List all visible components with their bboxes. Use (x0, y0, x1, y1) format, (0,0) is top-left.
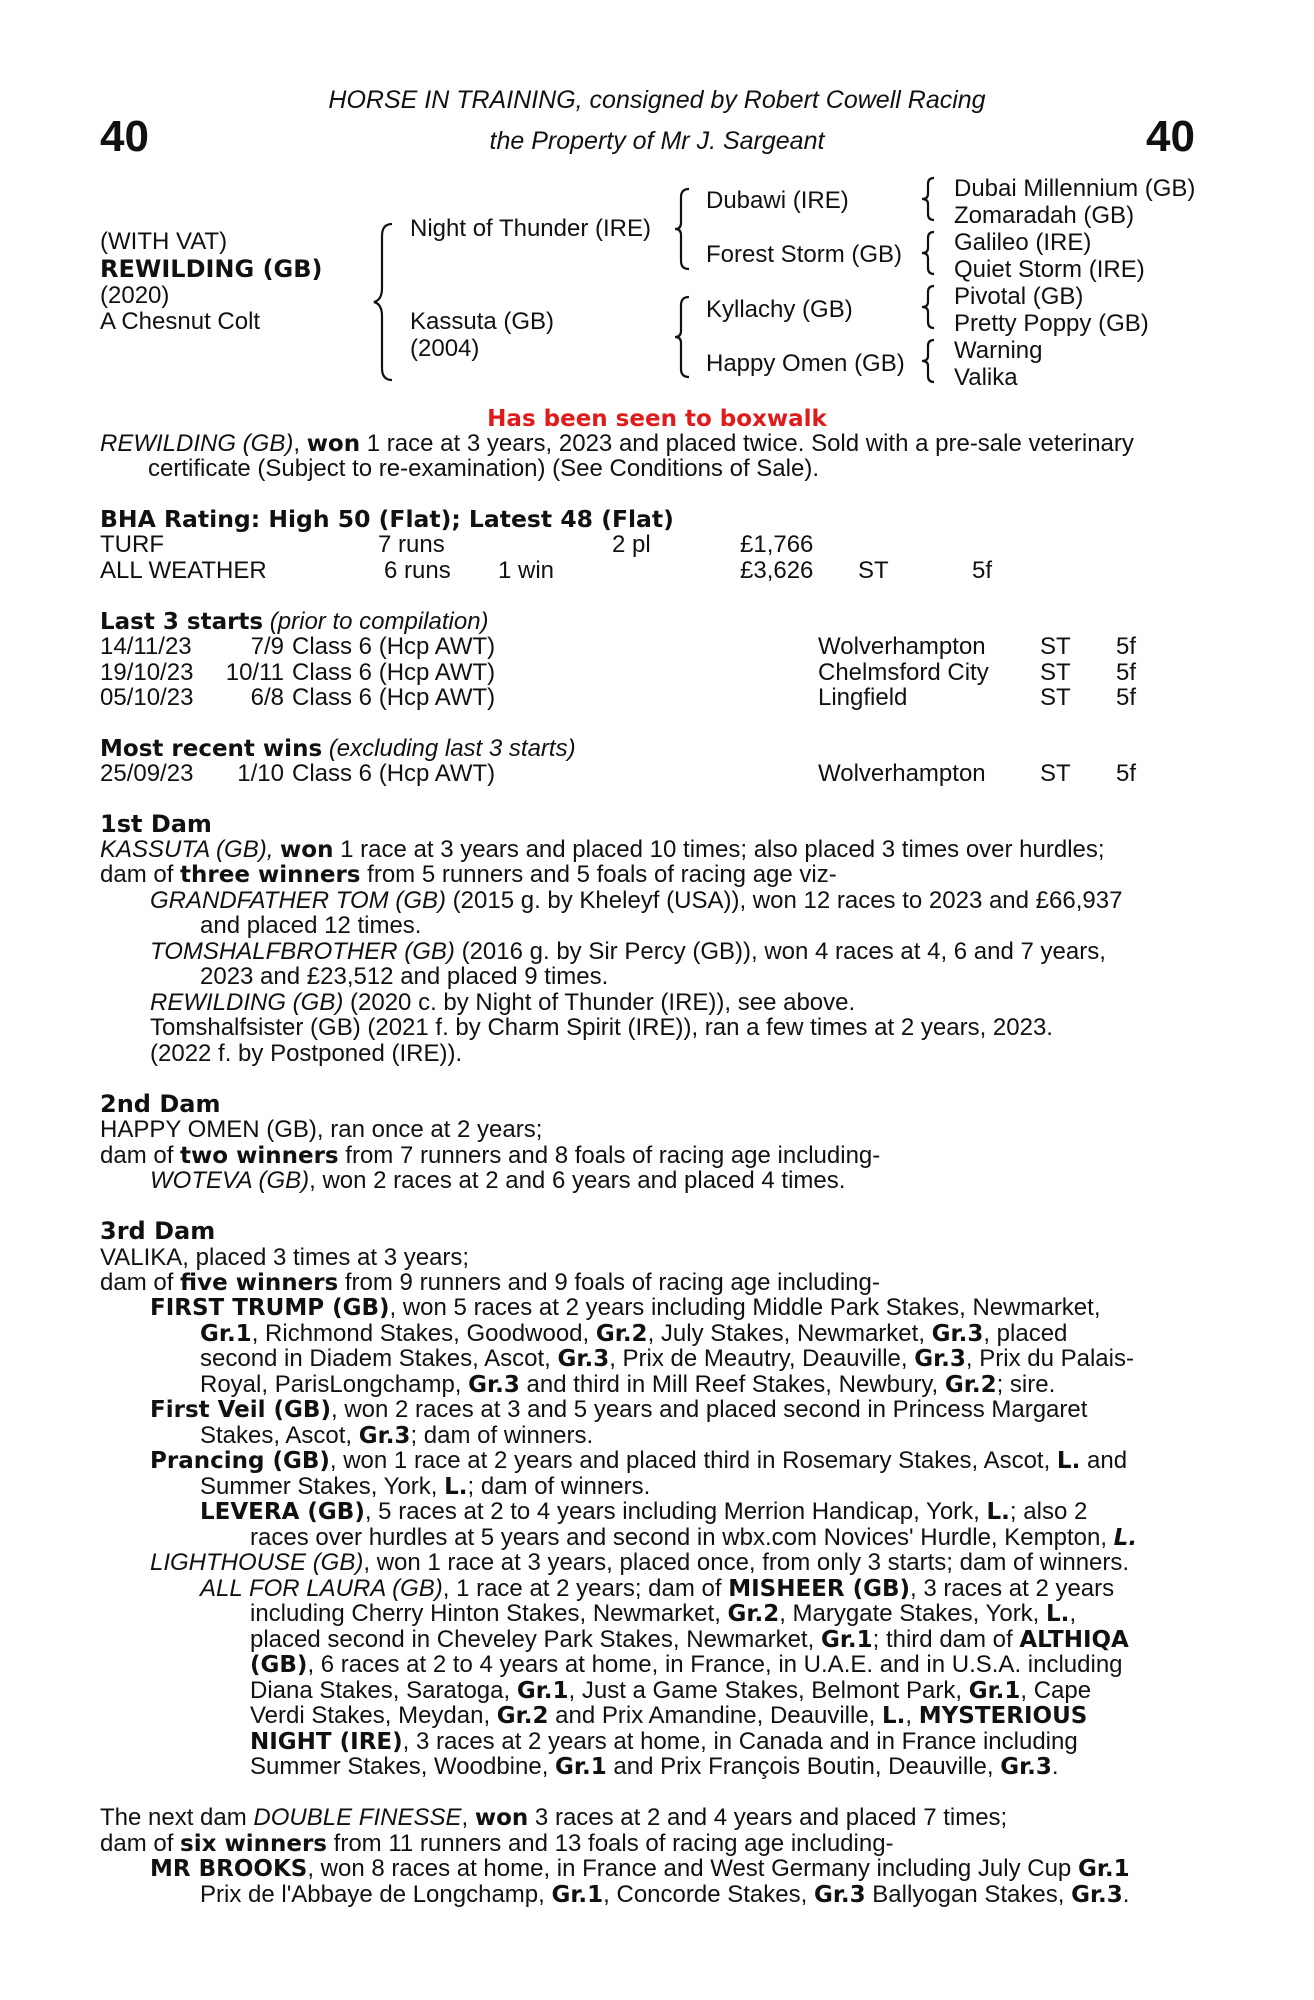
all-for-laura: ALL FOR LAURA (GB), 1 race at 2 years; dam of MISHEER (GB), 3 races at 2 years (200, 1575, 1115, 1602)
grand-7: Warning (954, 337, 1043, 364)
pedigree-brace-g56 (920, 284, 938, 330)
grand-4: Quiet Storm (IRE) (954, 256, 1145, 283)
pedigree-brace-dam (673, 295, 693, 379)
grand-2: Zomaradah (GB) (954, 202, 1135, 229)
horse-name: REWILDING (GB) (100, 255, 323, 283)
sire-sire: Dubawi (IRE) (706, 187, 849, 214)
grand-6: Pretty Poppy (GB) (954, 310, 1149, 337)
catalogue-page: 40 40 HORSE IN TRAINING, consigned by Robert Cowell Racing the Property of Mr J. Sargeant (WITH VAT) REWILDING (GB) (2020) A Chesnut Colt Night of Thunder (IRE) Kassuta (GB) (2004) Dubawi (IRE) Forest Storm (GB) Kyllachy (GB) Happy Omen (GB) Dubai Millennium (GB) Zomaradah (GB) Galileo (IRE) Quiet Storm (IRE) Pivotal (GB) Pretty Poppy (GB) Warning Valika Has been seen to boxwalk REWILDING (GB), won 1 race at 3 years, 2023 and placed twice. Sold with a pre-sale veterinary certificate (Subject to re-examination) (See Conditions of Sale). BHA Rating: High 50 (Flat); Latest 48 (Flat) TURF 7 runs 2 pl £1,766 ALL WEATHER 6 runs 1 win £3,626 ST 5f Last 3 starts (prior to compilation) 14/11/23 7/9 Class 6 (Hcp AWT) Wolverhampton ST 5f 19/10/23 10/11 Class 6 (Hcp AWT) Chelmsford City ST 5f 05/10/23 6/8 Class 6 (Hcp AWT) Lingfield ST 5f Most recent wins (excluding last 3 starts) 25/09/23 1/10 Class 6 (Hcp AWT) Wolverhampton ST 5f 1st Dam KASSUTA (GB), won 1 race at 3 years and placed 10 times; also placed 3 times over hurdles; dam of three winners from 5 runners and 5 foals of racing age viz- GRANDFATHER TOM (GB) (2015 g. by Kheleyf (USA)), won 12 races to 2023 and £66,937 and placed 12 times. TOMSHALFBROTHER (GB) (2016 g. by Sir Percy (GB)), won 4 races at 4, 6 and 7 years, 2023 and £23,512 and placed 9 times. REWILDING (GB) (2020 c. by Night of Thunder (IRE)), see above. Tomshalfsister (GB) (2021 f. by Charm Spirit (IRE)), ran a few times at 2 years, 2023. (2022 f. by Postponed (IRE)). 2nd Dam HAPPY OMEN (GB), ran once at 2 years; dam of two winners from 7 runners and 8 foals of racing age including- WOTEVA (GB), won 2 races at 2 and 6 years and placed 4 times. 3rd Dam VALIKA, placed 3 times at 3 years; dam of five winners from 9 runners and 9 foals of racing age including- FIRST TRUMP (GB), won 5 races at 2 years including Middle Park Stakes, Newmarket, Gr.1, Richmond Stakes, Goodwood, Gr.2, July Stakes, Newmarket, Gr.3, placed second in Diadem Stakes, Ascot, Gr.3, Prix de Meautry, Deauville, Gr.3, Prix du Palais- Royal, ParisLongchamp, Gr.3 and third in Mill Reef Stakes, Newbury, Gr.2; sire. First Veil (GB), won 2 races at 3 and 5 years and placed second in Princess Margaret Stakes, Ascot, Gr.3; dam of winners. Prancing (GB), won 1 race at 2 years and placed third in Rosemary Stakes, Ascot, L. and Summer Stakes, York, L.; dam of winners. LEVERA (GB), 5 races at 2 to 4 years including Merrion Handicap, York, L.; also 2 races over hurdles at 5 years and second in wbx.com Novices' Hurdle, Kempton, L. LIGHTHOUSE (GB), won 1 race at 3 years, placed once, from only 3 starts; dam of winners. ALL FOR LAURA (GB), 1 race at 2 years; dam of MISHEER (GB), 3 races at 2 years including Cherry Hinton Stakes, Newmarket, Gr.2, Marygate Stakes, York, L., placed second in Cheveley Park Stakes, Newmarket, Gr.1; third dam of ALTHIQA (GB), 6 races at 2 to 4 years at home, in France, in U.A.E. and in U.S.A. including Diana Stakes, Saratoga, Gr.1, Just a Game Stakes, Belmont Park, Gr.1, Cape Verdi Stakes, Meydan, Gr.2 and Prix Amandine, Deauville, L., MYSTERIOUS NIGHT (IRE), 3 races at 2 years at home, in Canada and in France including Summer Stakes, Woodbine, Gr.1 and Prix François Boutin, Deauville, Gr.3. The next dam DOUBLE FINESSE, won 3 races at 2 and 4 years and placed 7 times; dam of six winners from 11 runners and 13 foals of racing age including- MR BROOKS, won 8 races at home, in France and West Germany including July Cup Gr.1 Prix de l'Abbaye de Longchamp, Gr.1, Concorde Stakes, Gr.3 Ballyogan Stakes, Gr.3. (0, 0, 1314, 2000)
first-dam-line-1: KASSUTA (GB), won 1 race at 3 years and placed 10 times; also placed 3 times over hurdles; (100, 836, 1105, 863)
sire-name: Night of Thunder (IRE) (410, 215, 651, 242)
next-dam-line-2: dam of six winners from 11 runners and 13 foals of racing age including- (100, 1830, 894, 1857)
second-dam-title: 2nd Dam (100, 1090, 221, 1118)
levera: LEVERA (GB), 5 races at 2 to 4 years including Merrion Handicap, York, L.; also 2 (200, 1498, 1088, 1525)
rewilding-entry: REWILDING (GB) (2020 c. by Night of Thunder (IRE)), see above. (150, 989, 856, 1016)
sire-dam: Forest Storm (GB) (706, 241, 903, 268)
postponed-foal: (2022 f. by Postponed (IRE)). (150, 1040, 463, 1067)
summary-line-2: certificate (Subject to re-examination) (See Conditions of Sale). (148, 455, 819, 482)
third-dam-line-2: dam of five winners from 9 runners and 9 foals of racing age including- (100, 1269, 880, 1296)
pedigree-brace-g34 (920, 230, 938, 276)
horse-description: A Chesnut Colt (100, 308, 261, 335)
horse-year: (2020) (100, 282, 170, 309)
dam-name: Kassuta (GB) (410, 308, 555, 335)
first-trump: FIRST TRUMP (GB), won 5 races at 2 years including Middle Park Stakes, Newmarket, (150, 1294, 1101, 1321)
boxwalk-notice: Has been seen to boxwalk (487, 406, 827, 432)
recent-wins-title: Most recent wins (excluding last 3 starts) (100, 735, 576, 762)
dam-sire: Kyllachy (GB) (706, 296, 853, 323)
first-dam-title: 1st Dam (100, 810, 212, 838)
pedigree-brace-g78 (920, 338, 938, 384)
last3-title: Last 3 starts (prior to compilation) (100, 608, 489, 635)
woteva: WOTEVA (GB), won 2 races at 2 and 6 years and placed 4 times. (150, 1167, 846, 1194)
third-dam-title: 3rd Dam (100, 1217, 216, 1245)
prancing: Prancing (GB), won 1 race at 2 years and placed third in Rosemary Stakes, Ascot, L. and (150, 1447, 1128, 1474)
lot-number-right: 40 (1146, 112, 1195, 161)
grand-3: Galileo (IRE) (954, 229, 1092, 256)
tomshalfbrother: TOMSHALFBROTHER (GB) (2016 g. by Sir Percy (GB)), won 4 races at 4, 6 and 7 years, (150, 938, 1106, 965)
consignor-line: HORSE IN TRAINING, consigned by Robert Cowell Racing (328, 86, 986, 114)
dam-year: (2004) (410, 335, 480, 362)
tomshalfsister: Tomshalfsister (GB) (2021 f. by Charm Spirit (IRE)), ran a few times at 2 years, 2023. (150, 1014, 1053, 1041)
lighthouse: LIGHTHOUSE (GB), won 1 race at 3 years, placed once, from only 3 starts; dam of winners. (150, 1549, 1130, 1576)
pedigree-brace-g12 (920, 176, 938, 222)
pedigree-brace-sire (673, 187, 693, 271)
grand-1: Dubai Millennium (GB) (954, 175, 1196, 202)
second-dam-line-1: HAPPY OMEN (GB), ran once at 2 years; (100, 1116, 543, 1143)
third-dam-line-1: VALIKA, placed 3 times at 3 years; (100, 1244, 470, 1271)
grandfather-tom: GRANDFATHER TOM (GB) (2015 g. by Kheleyf (USA)), won 12 races to 2023 and £66,937 (150, 887, 1123, 914)
summary-line-1: REWILDING (GB), won 1 race at 3 years, 2023 and placed twice. Sold with a pre-sale veterinary (100, 430, 1134, 457)
grand-5: Pivotal (GB) (954, 283, 1084, 310)
mr-brooks: MR BROOKS, won 8 races at home, in France and West Germany including July Cup Gr.1 (150, 1855, 1130, 1882)
bha-rating-title: BHA Rating: High 50 (Flat); Latest 48 (Flat) (100, 505, 674, 533)
first-dam-line-2: dam of three winners from 5 runners and 5 foals of racing age viz- (100, 861, 837, 888)
first-veil: First Veil (GB), won 2 races at 3 and 5 years and placed second in Princess Margaret (150, 1396, 1088, 1423)
lot-number-left: 40 (100, 112, 149, 161)
vat-label: (WITH VAT) (100, 228, 228, 255)
property-line: the Property of Mr J. Sargeant (489, 127, 825, 155)
second-dam-line-2: dam of two winners from 7 runners and 8 foals of racing age including- (100, 1142, 881, 1169)
grand-8: Valika (954, 364, 1018, 391)
next-dam-line-1: The next dam DOUBLE FINESSE, won 3 races at 2 and 4 years and placed 7 times; (100, 1804, 1008, 1831)
pedigree-brace-main (372, 222, 396, 382)
dam-dam: Happy Omen (GB) (706, 350, 905, 377)
